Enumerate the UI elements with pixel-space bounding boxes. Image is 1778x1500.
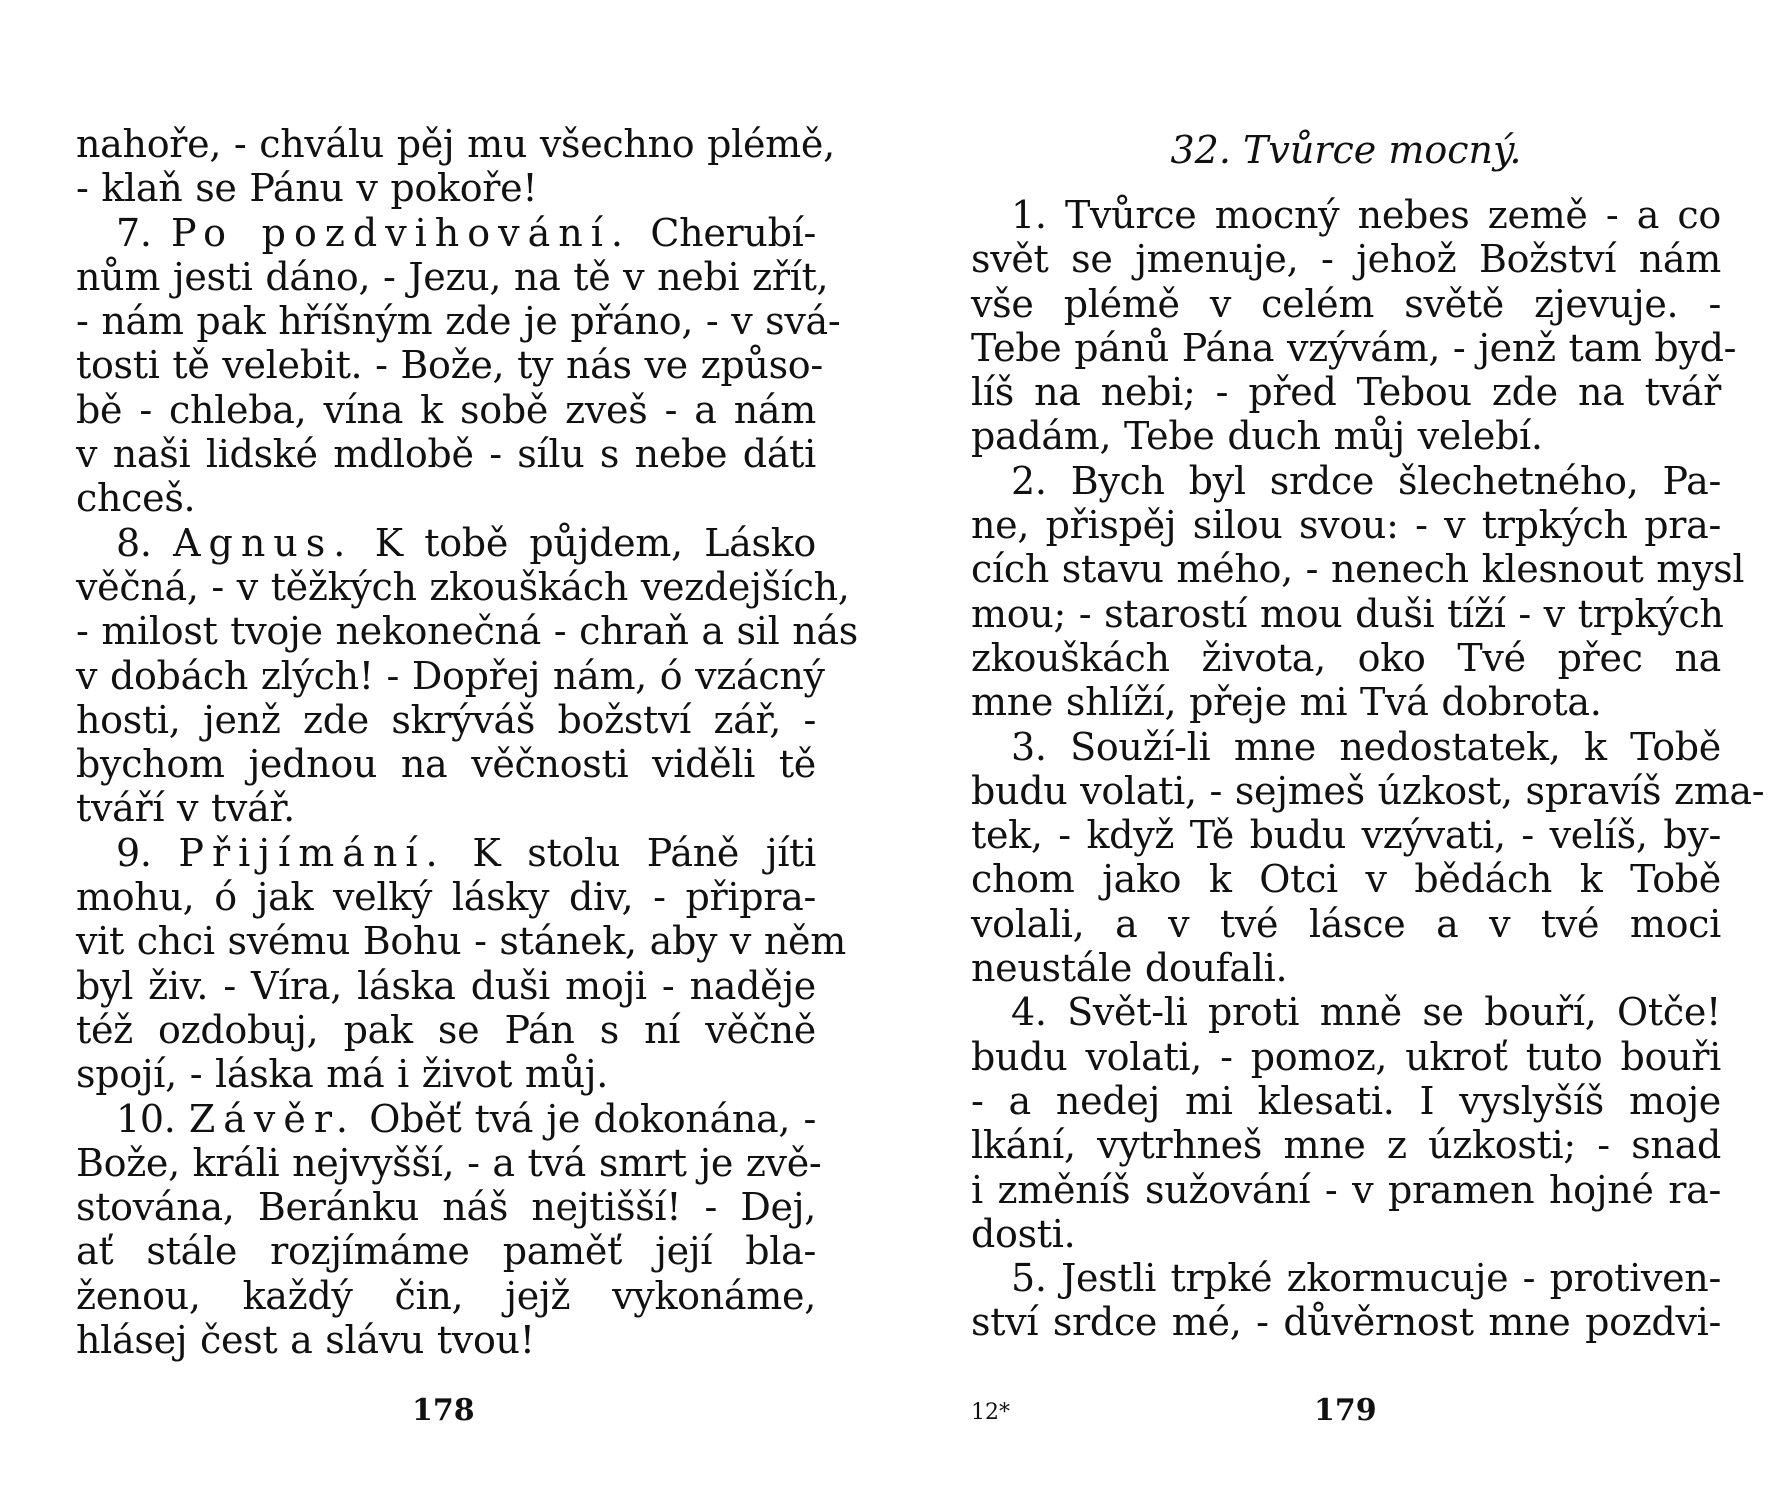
text-fragment: Cherubí- bbox=[650, 210, 816, 255]
text-line: chceš. bbox=[76, 476, 196, 521]
song-title: 32. Tvůrce mocný. bbox=[1170, 128, 1522, 172]
text-line: stována, Beránku náš nejtišší! - Dej, bbox=[76, 1185, 816, 1230]
text-line: mohu, ó jak velký lásky div, - připra- bbox=[76, 875, 816, 920]
text-line: ženou, každý čin, jejž vykonáme, bbox=[76, 1273, 816, 1318]
text-line: volali, a v tvé lásce a v tvé moci bbox=[971, 901, 1721, 946]
text-line: hlásej čest a slávu tvou! bbox=[76, 1318, 535, 1363]
text-fragment: K tobě půjdem, Lásko bbox=[374, 520, 817, 565]
section-10-line bbox=[76, 1097, 816, 1141]
section-heading: Agnus. bbox=[173, 520, 354, 565]
text-line: 2. Bych byl srdce šlechetného, Pa- bbox=[1011, 458, 1721, 503]
section-7-line bbox=[76, 211, 816, 255]
left-page-text bbox=[76, 122, 858, 1363]
section-number: 7. bbox=[116, 210, 152, 255]
section-heading: Závěr. bbox=[188, 1096, 356, 1141]
text-line: svět se jmenuje, - jehož Božství nám bbox=[971, 237, 1721, 282]
page-number: 179 bbox=[1314, 1393, 1377, 1428]
text-line: 1. Tvůrce mocný nebes země - a co bbox=[1011, 193, 1721, 237]
signature-mark: 12* bbox=[971, 1400, 1010, 1425]
text-line: v naši lidské mdlobě - sílu s nebe dáti bbox=[76, 432, 816, 477]
text-line: bě - chleba, vína k sobě zveš - a nám bbox=[76, 387, 816, 432]
text-line: věčná, - v těžkých zkouškách vezdejších, bbox=[76, 564, 850, 609]
text-line: - klaň se Pánu v pokoře! bbox=[76, 166, 538, 211]
text-fragment: K stolu Páně jíti bbox=[472, 830, 816, 875]
text-line: spojí, - láska má i život můj. bbox=[76, 1052, 609, 1097]
section-8-line bbox=[76, 521, 816, 565]
text-line: bychom jednou na věčnosti viděli tě bbox=[76, 742, 816, 787]
text-line: - milost tvoje nekonečná - chraň a sil nás bbox=[76, 609, 858, 654]
text-line: ať stále rozjímáme paměť její bla- bbox=[76, 1229, 816, 1274]
text-line: vit chci svému Bohu - stánek, aby v něm bbox=[76, 919, 846, 964]
section-number: 10. bbox=[116, 1096, 176, 1141]
text-line: tosti tě velebit. - Bože, ty nás ve způso- bbox=[76, 343, 823, 388]
text-line: budu volati, - pomoz, ukroť tuto bouři bbox=[971, 1034, 1721, 1079]
text-line: cích stavu mého, - nenech klesnout mysl bbox=[971, 547, 1745, 592]
right-page-text bbox=[971, 193, 1765, 1345]
text-line: nům jesti dáno, - Jezu, na tě v nebi zřít, bbox=[76, 254, 829, 299]
text-line: líš na nebi; - před Tebou zde na tvář bbox=[971, 370, 1721, 415]
text-line: tváří v tvář. bbox=[76, 786, 295, 831]
page-number: 178 bbox=[412, 1393, 475, 1428]
text-line: vše plémě v celém světě zjevuje. - bbox=[971, 281, 1721, 326]
section-number: 9. bbox=[116, 830, 152, 875]
text-line: mne shlíží, přeje mi Tvá dobrota. bbox=[971, 680, 1602, 725]
text-line: - nám pak hříšným zde je přáno, - v svá- bbox=[76, 299, 841, 344]
text-line: Bože, králi nejvyšší, - a tvá smrt je zvě- bbox=[76, 1140, 822, 1185]
text-line: 4. Svět-li proti mně se bouří, Otče! bbox=[1011, 990, 1721, 1035]
text-line: budu volati, - sejmeš úzkost, spravíš zma- bbox=[971, 768, 1765, 813]
text-line: nahoře, - chválu pěj mu všechno plémě, bbox=[76, 122, 835, 166]
section-heading: Přijímání. bbox=[178, 830, 446, 875]
text-line: - a nedej mi klesati. I vyslyšíš moje bbox=[971, 1078, 1721, 1123]
section-number: 8. bbox=[116, 520, 152, 565]
section-9-line bbox=[76, 831, 816, 875]
text-line: 3. Souží-li mne nedostatek, k Tobě bbox=[1011, 724, 1721, 769]
text-line: v dobách zlých! - Dopřej nám, ó vzácný bbox=[76, 653, 825, 698]
text-line: tek, - když Tě budu vzývati, - velíš, by- bbox=[971, 813, 1721, 858]
text-line: lkání, vytrhneš mne z úzkosti; - snad bbox=[971, 1123, 1721, 1168]
text-line: dosti. bbox=[971, 1211, 1076, 1256]
text-line: byl živ. - Víra, láska duši moji - naděje bbox=[76, 963, 816, 1008]
text-line: chom jako k Otci v bědách k Tobě bbox=[971, 857, 1721, 902]
text-line: 5. Jestli trpké zkormucuje - protiven- bbox=[1011, 1256, 1721, 1301]
text-line: hosti, jenž zde skrýváš božství zář, - bbox=[76, 697, 816, 742]
text-line: Tebe pánů Pána vzývám, - jenž tam byd- bbox=[971, 325, 1737, 370]
text-line: padám, Tebe duch můj velebí. bbox=[971, 414, 1543, 459]
text-line: neustále doufali. bbox=[971, 946, 1288, 991]
section-heading: Po pozdvihování. bbox=[171, 210, 631, 255]
text-line: zkouškách života, oko Tvé přec na bbox=[971, 635, 1721, 680]
text-line: i změníš sužování - v pramen hojné ra- bbox=[971, 1167, 1721, 1212]
text-line: též ozdobuj, pak se Pán s ní věčně bbox=[76, 1007, 816, 1052]
text-fragment: Oběť tvá je dokonána, - bbox=[369, 1096, 816, 1141]
text-line: ne, přispěj silou svou: - v trpkých pra- bbox=[971, 503, 1721, 548]
right-page bbox=[889, 0, 1778, 1500]
text-line: ství srdce mé, - důvěrnost mne pozdvi- bbox=[971, 1300, 1721, 1345]
text-line: mou; - starostí mou duši tíží - v trpkých bbox=[971, 591, 1724, 636]
